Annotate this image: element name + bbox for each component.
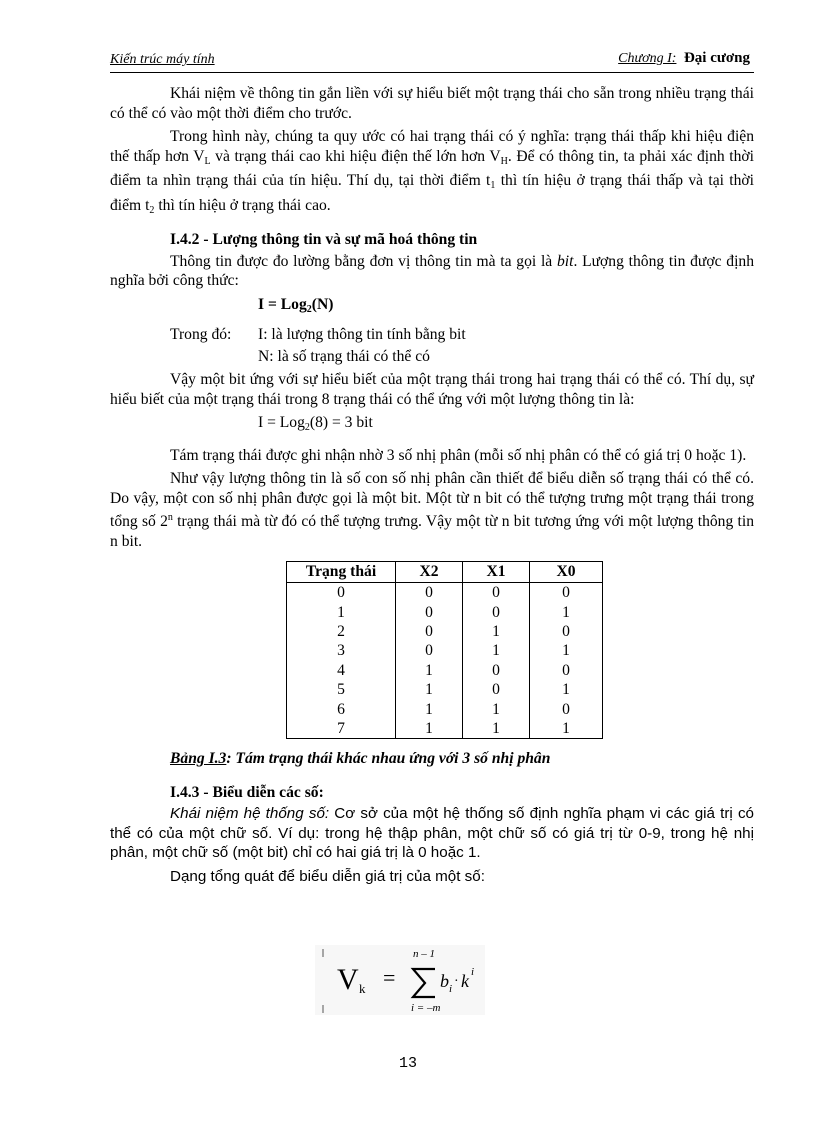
equation-k: k bbox=[461, 971, 469, 991]
header-chapter-number: Chương I: bbox=[618, 51, 677, 66]
table-cell: 1 bbox=[396, 719, 463, 739]
equation-lower-limit: i = –m bbox=[411, 1002, 441, 1014]
table-header-row bbox=[287, 562, 603, 583]
paragraph-bit-definition: Thông tin được đo lường bằng đơn vị thông tin mà ta gọi là bit. Lượng thông tin được định nghĩa bởi công thức: bbox=[110, 252, 754, 289]
binary-states-table bbox=[286, 561, 603, 739]
header-book-title: Kiến trúc máy tính bbox=[110, 52, 215, 67]
paragraph-signal-states: Trong hình này, chúng ta quy ước có hai trạng thái có ý nghĩa: trạng thái thấp khi hiệu điện thế thấp hơn $V_L$ và trạng thái cao khi hiệu điện thế lớn hơn $V_H$. Để có thông tin, ta phải xác định thời điểm ta nhìn trạng thái của tín hiệu. Thí dụ, tại thời điểm $t_1$ thì tín hiệu ở trạng thái thấp và tại thời điểm $t_2$ thì tín hiệu ở trạng thái cao. bbox=[110, 128, 755, 216]
paragraph-bit-example: Vậy một bit ứng với sự hiểu biết của một trạng thái trong hai trạng thái có thể có. Thí dụ, sự hiểu biết của một trạng thái trong 8 trạng thái có thể ứng với một lượng thông tin là: bbox=[110, 371, 754, 408]
table-cell: 1 bbox=[396, 661, 463, 680]
table-cell: 1 bbox=[396, 680, 463, 699]
equation-equals: = bbox=[383, 965, 396, 990]
table-header-cell: X1 bbox=[463, 562, 530, 583]
formula-log2-8: I = Log$_2$(8) = 3 bit bbox=[258, 414, 373, 433]
table-caption-label: Bảng I.3 bbox=[170, 750, 227, 768]
table-header-cell: X0 bbox=[530, 562, 603, 583]
paragraph-eight-states: Tám trạng thái được ghi nhận nhờ 3 số nhị phân (mỗi số nhị phân có thể có giá trị 0 hoặc 1). bbox=[170, 446, 747, 464]
table-cell: 0 bbox=[530, 699, 603, 718]
equation-dot: · bbox=[454, 974, 459, 989]
table-cell: 0 bbox=[396, 622, 463, 641]
table-row bbox=[287, 680, 603, 699]
table-header-cell: Trạng thái bbox=[287, 562, 396, 583]
legend-item-i: I: là lượng thông tin tính bằng bit bbox=[258, 326, 466, 343]
table-cell: 1 bbox=[463, 719, 530, 739]
table-cell: 1 bbox=[463, 699, 530, 718]
page-body bbox=[110, 84, 754, 890]
table-cell: 0 bbox=[396, 602, 463, 621]
table-row bbox=[287, 661, 603, 680]
table-header-cell: X2 bbox=[396, 562, 463, 583]
paragraph-number-system: Khái niệm hệ thống số: Cơ sở của một hệ thống số định nghĩa phạm vi các giá trị có thể có của một chữ số. Ví dụ: trong hệ thập phân, một chữ số có giá trị từ 0-9, trong hệ nhị phân, một chữ số (một bit) chỉ có hai giá trị là 0 hoặc 1. bbox=[110, 805, 755, 862]
table-cell: 0 bbox=[396, 583, 463, 603]
table-row bbox=[287, 602, 603, 621]
equation-lhs-v: V bbox=[337, 963, 359, 996]
paragraph-general-form: Dạng tổng quát để biểu diễn giá trị của một số: bbox=[170, 867, 485, 885]
table-cell: 6 bbox=[287, 699, 396, 718]
header-chapter bbox=[618, 50, 750, 67]
table-cell: 1 bbox=[530, 602, 603, 621]
table-cell: 0 bbox=[530, 622, 603, 641]
formula-log2-n: I = Log$_2$(N) bbox=[258, 295, 334, 315]
table-cell: 1 bbox=[530, 719, 603, 739]
header-chapter-title: Đại cương bbox=[683, 50, 750, 66]
table-cell: 0 bbox=[463, 602, 530, 621]
equation-k-superscript: i bbox=[471, 966, 475, 978]
table-cell: 0 bbox=[396, 641, 463, 660]
table-cell: 0 bbox=[463, 583, 530, 603]
section-heading-number-representation: I.4.3 - Biểu diễn các số: bbox=[170, 783, 324, 801]
equation-lhs-subscript: k bbox=[359, 981, 366, 996]
table-cell: 0 bbox=[530, 583, 603, 603]
table-cell: 2 bbox=[287, 622, 396, 641]
table-cell: 4 bbox=[287, 661, 396, 680]
table-cell: 1 bbox=[396, 699, 463, 718]
table-cell: 5 bbox=[287, 680, 396, 699]
table-row bbox=[287, 622, 603, 641]
table-cell: 1 bbox=[463, 622, 530, 641]
table-caption-text: : Tám trạng thái khác nhau ứng với 3 số nhị phân bbox=[226, 750, 551, 768]
table-cell: 1 bbox=[287, 602, 396, 621]
equation-b: b bbox=[440, 971, 449, 991]
table-cell: 0 bbox=[463, 680, 530, 699]
table-row bbox=[287, 719, 603, 739]
table-caption bbox=[170, 749, 754, 769]
legend-item-n: N: là số trạng thái có thể có bbox=[258, 347, 430, 365]
table-row bbox=[287, 641, 603, 660]
page-number: 13 bbox=[398, 1055, 417, 1072]
section-heading-information-quantity: I.4.2 - Lượng thông tin và sự mã hoá thông tin bbox=[170, 231, 478, 248]
equation-upper-limit: n – 1 bbox=[413, 948, 435, 960]
equation-b-subscript: i bbox=[449, 983, 453, 995]
table-cell: 0 bbox=[530, 661, 603, 680]
table-cell: 7 bbox=[287, 719, 396, 739]
paragraph-info-concept: Khái niệm về thông tin gắn liền với sự hiểu biết một trạng thái cho sẵn trong nhiều trạng thái có thể có vào một thời điểm cho trước. bbox=[110, 85, 754, 122]
table-row bbox=[287, 699, 603, 718]
table-cell: 0 bbox=[287, 583, 396, 603]
table-row bbox=[287, 583, 603, 603]
summation-equation bbox=[315, 945, 485, 1015]
paragraph-n-bit-word: Như vậy lượng thông tin là số con số nhị phân cần thiết để biểu diễn số trạng thái có thể có. Do vậy, một con số nhị phân được gọi là một bit. Một từ n bit có thể tượng trưng một trạng thái trong tổng số 2$^n$ trạng thái mà từ đó có thể tượng trưng. Vậy một từ n bit tương ứng với một lượng thông tin n bit. bbox=[110, 470, 754, 550]
table-cell: 1 bbox=[530, 641, 603, 660]
table-cell: 1 bbox=[530, 680, 603, 699]
table-cell: 0 bbox=[463, 661, 530, 680]
table-cell: 1 bbox=[463, 641, 530, 660]
table-cell: 3 bbox=[287, 641, 396, 660]
legend-label: Trong đó: bbox=[170, 326, 232, 343]
formula-legend bbox=[170, 325, 754, 345]
page-header bbox=[110, 50, 754, 73]
